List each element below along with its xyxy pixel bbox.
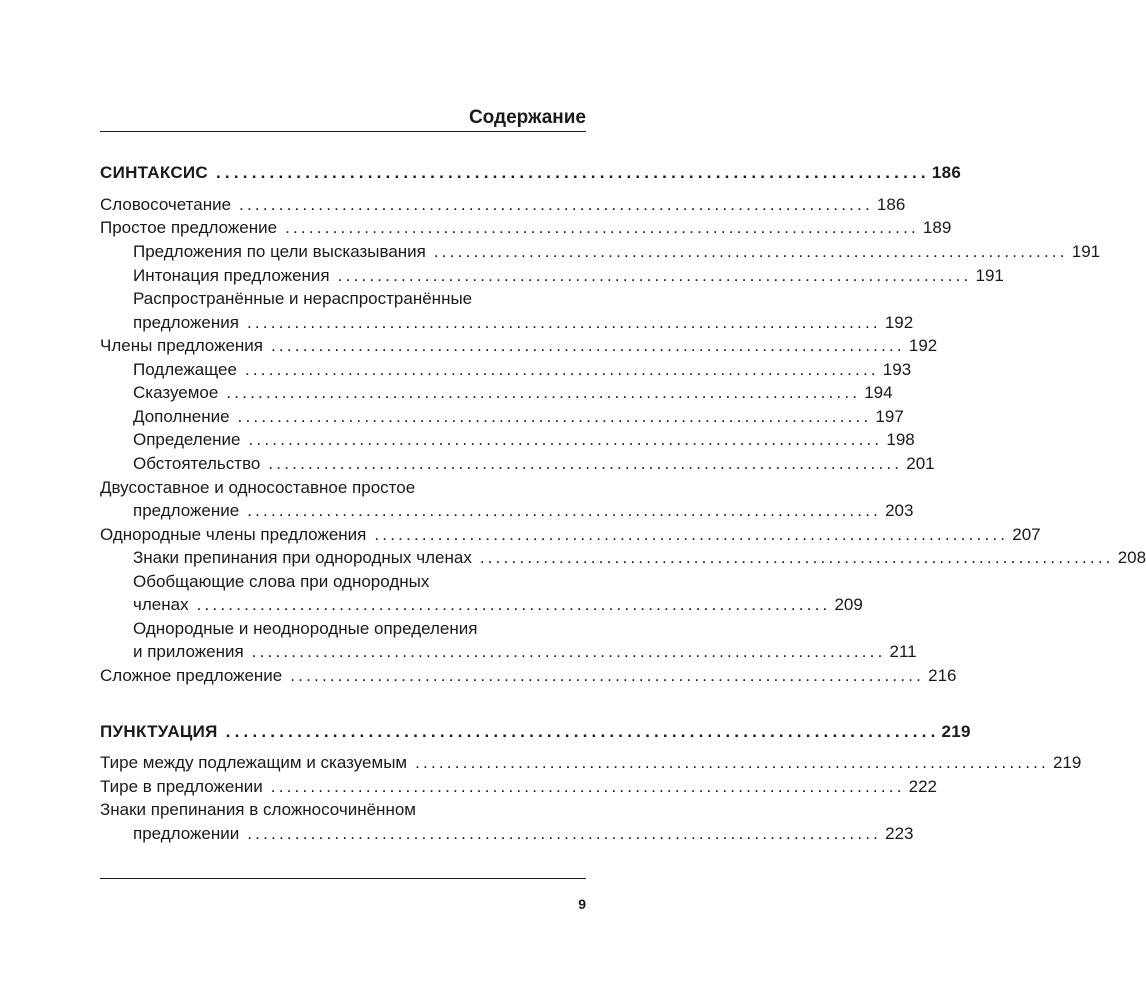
toc-entry-text: Двусоставное и односоставное простое — [100, 478, 416, 497]
toc-entry-text: Знаки препинания при однородных членах — [133, 548, 472, 567]
toc-leader-dots: ................................................................................ — [239, 195, 873, 214]
toc-entry-text: Интонация предложения — [133, 266, 330, 285]
toc-section-title: СИНТАКСИС — [100, 163, 208, 182]
toc-page-number: 194 — [864, 383, 893, 402]
toc-page-number: 208 — [1117, 548, 1146, 567]
toc-page-number: 189 — [922, 218, 952, 237]
toc-entry-text: Однородные и неоднородные определения — [133, 619, 478, 638]
toc-entry-text: Определение — [133, 430, 241, 449]
toc-entry-text: Предложения по цели высказывания — [133, 242, 426, 261]
toc-page-number: 223 — [885, 824, 914, 843]
toc-leader-dots: ................................................................................ — [251, 642, 886, 661]
toc-entry-text: Простое предложение — [100, 218, 278, 237]
toc-page-number: 192 — [908, 336, 938, 355]
toc-entry[interactable] — [100, 751, 1082, 775]
toc-leader-dots: ................................................................................ — [374, 525, 1009, 544]
toc-leader-dots: ................................................................................ — [237, 407, 872, 426]
toc-entry[interactable] — [100, 664, 957, 688]
toc-section-punctuation[interactable] — [100, 720, 971, 744]
page-header-title: Содержание — [468, 107, 586, 128]
toc-page-number: 211 — [889, 642, 917, 661]
toc-entry-text: Тире между подлежащим и сказуемым — [100, 753, 408, 772]
toc-page-number: 186 — [931, 163, 962, 182]
toc-entry[interactable] — [133, 499, 914, 523]
toc-entry[interactable] — [100, 193, 906, 217]
toc-entry[interactable] — [133, 240, 1101, 264]
toc-entry-text: Знаки препинания в сложносочинённом — [100, 800, 416, 819]
toc-entry[interactable] — [133, 428, 915, 452]
toc-leader-dots: ................................................................................ — [271, 336, 905, 355]
toc-entry-text: Подлежащее — [133, 360, 237, 379]
toc-entry-text: Распространённые и нераспространённые — [133, 289, 473, 308]
toc-entry-continued[interactable] — [133, 570, 586, 594]
toc-page-number: 207 — [1012, 525, 1041, 544]
toc-page-number: 209 — [834, 595, 863, 614]
toc-entry-text: и приложения — [133, 642, 244, 661]
toc-entry-continued[interactable] — [133, 287, 586, 311]
toc-entry-text: членах — [133, 595, 189, 614]
toc-leader-dots: ................................................................................ — [246, 313, 881, 332]
toc-entry-continued[interactable] — [133, 617, 586, 641]
toc-entry-text: предложении — [133, 824, 240, 843]
toc-entry-text: Сложное предложение — [100, 666, 283, 685]
toc-leader-dots: ................................................................................ — [196, 595, 831, 614]
toc-entry-text: Обстоятельство — [133, 454, 261, 473]
toc-leader-dots: ................................................................................ — [285, 218, 919, 237]
toc-entry[interactable] — [133, 381, 893, 405]
toc-entry-text: Дополнение — [133, 407, 230, 426]
toc-entry[interactable] — [133, 593, 863, 617]
toc-entry-text: Сказуемое — [133, 383, 219, 402]
toc-leader-dots: ................................................................................ — [337, 266, 972, 285]
toc-entry-text: Однородные члены предложения — [100, 525, 367, 544]
toc-leader-dots: ................................................................................ — [216, 163, 930, 182]
toc-page-number: 197 — [875, 407, 904, 426]
toc-leader-dots: ................................................................................ — [433, 242, 1068, 261]
toc-page-number: 186 — [876, 195, 906, 214]
toc-entry-text: предложение — [133, 501, 240, 520]
toc-entry[interactable] — [133, 822, 914, 846]
toc-entry-text: Тире в предложении — [100, 777, 263, 796]
toc-page-number: 222 — [908, 777, 937, 796]
toc-page-number: 201 — [906, 454, 935, 473]
toc-page-number: 219 — [1052, 753, 1082, 772]
toc-page-number: 198 — [886, 430, 915, 449]
toc-entry-text: Обобщающие слова при однородных — [133, 572, 430, 591]
toc-leader-dots: ................................................................................ — [415, 753, 1049, 772]
toc-entry-continued[interactable] — [100, 476, 586, 500]
toc-entry[interactable] — [133, 311, 914, 335]
toc-page-number: 219 — [941, 722, 971, 741]
footer-page-number: 9 — [578, 896, 586, 912]
toc-page-number: 203 — [885, 501, 914, 520]
toc-entry[interactable] — [133, 405, 904, 429]
toc-entry-text: предложения — [133, 313, 239, 332]
header-rule — [100, 131, 586, 132]
toc-entry[interactable] — [100, 775, 937, 799]
toc-entry[interactable] — [100, 216, 952, 240]
toc-page-number: 193 — [882, 360, 912, 379]
toc-leader-dots: ................................................................................ — [226, 383, 861, 402]
toc-page-number: 216 — [928, 666, 957, 685]
toc-page-number: 191 — [975, 266, 1004, 285]
toc-entry-text: Словосочетание — [100, 195, 232, 214]
toc-entry[interactable] — [100, 523, 1041, 547]
toc-leader-dots: ................................................................................ — [244, 360, 879, 379]
toc-entry-continued[interactable] — [100, 798, 586, 822]
toc-page-number: 191 — [1071, 242, 1101, 261]
toc-entry[interactable] — [133, 452, 935, 476]
toc-entry[interactable] — [133, 358, 912, 382]
footer-rule — [100, 878, 586, 879]
toc-entry[interactable] — [133, 640, 917, 664]
toc-section-syntax[interactable] — [100, 161, 962, 185]
toc-entry-text: Члены предложения — [100, 336, 263, 355]
toc-leader-dots: ................................................................................ — [270, 777, 905, 796]
toc-leader-dots: ................................................................................ — [247, 824, 882, 843]
toc-leader-dots: ................................................................................ — [290, 666, 925, 685]
toc-section-title: ПУНКТУАЦИЯ — [100, 722, 218, 741]
toc-entry[interactable] — [133, 546, 1146, 570]
toc-leader-dots: ................................................................................ — [225, 722, 940, 741]
toc-entry[interactable] — [133, 264, 1004, 288]
toc-page-number: 192 — [884, 313, 914, 332]
toc-leader-dots: ................................................................................ — [248, 430, 883, 449]
toc-entry[interactable] — [100, 334, 938, 358]
toc-leader-dots: ................................................................................ — [479, 548, 1114, 567]
toc-leader-dots: ................................................................................ — [268, 454, 903, 473]
toc-leader-dots: ................................................................................ — [247, 501, 882, 520]
